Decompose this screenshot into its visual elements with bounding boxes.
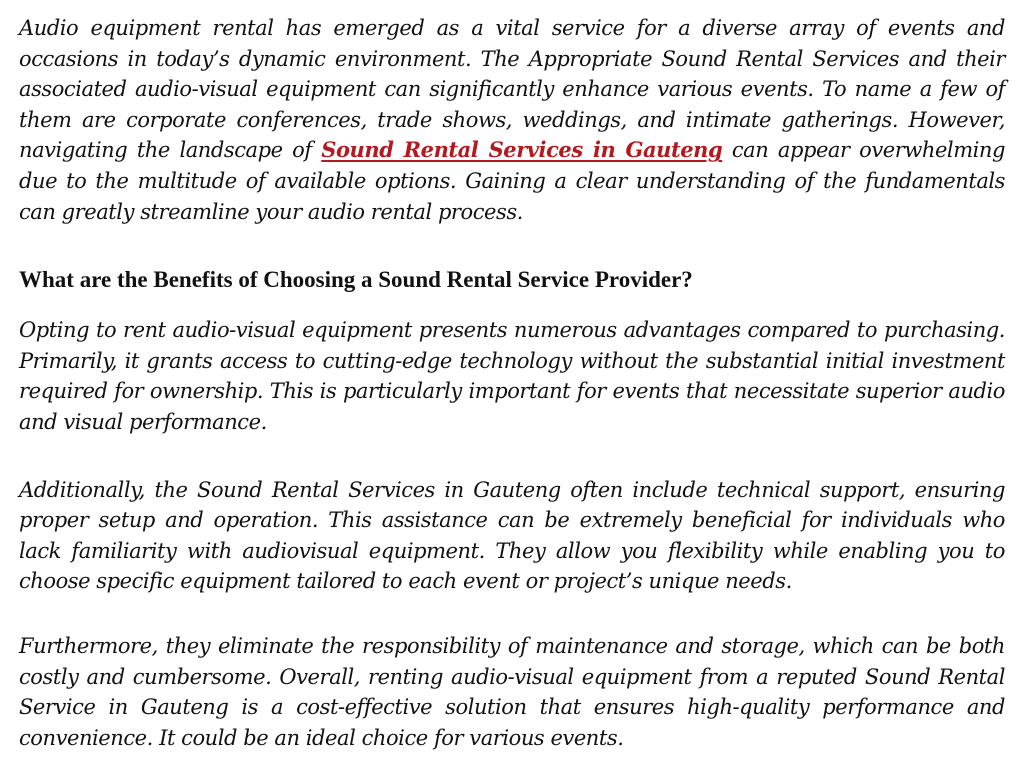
benefits-heading: What are the Benefits of Choosing a Sound Rental Service Provider?	[19, 267, 693, 293]
furthermore-paragraph: Furthermore, they eliminate the responsibility of maintenance and storage, which can be both costly and cumbersome. Overall, renting audio-visual equipment from a reputed Sound Rental Service in Gauteng is a cost-effective solution that ensures high-quality performance and convenience. It could be an ideal choice for various events.	[19, 633, 1005, 750]
opting-paragraph: Opting to rent audio-visual equipment presents numerous advantages compared to purchasing. Primarily, it grants access to cutting-edge technology without the substantial initial investment required for ownership. This is particularly important for events that necessitate superior audio and visual performance.	[19, 318, 1005, 434]
additionally-paragraph: Additionally, the Sound Rental Services in Gauteng often include technical support, ensuring proper setup and operation. This assistance can be extremely beneficial for individuals who lack familiarity with audiovisual equipment. They allow you flexibility while enabling you to choose specific equipment tailored to each event or project’s unique needs.	[19, 477, 1005, 594]
document-page	[19, 13, 1005, 753]
intro-text-after-link: can appear overwhelming due to the multitude of available options. Gaining a clear understanding of the fundamentals can greatly streamline your audio rental process.	[19, 138, 1005, 224]
sound-rental-gauteng-link[interactable]: Sound Rental Services in Gauteng	[321, 137, 723, 163]
intro-paragraph	[19, 13, 1005, 227]
intro-text-before-link: Audio equipment rental has emerged as a vital service for a diverse array of events and occasions in today’s dynamic environment. The Appropriate Sound Rental Services and their associated audio-visual equipment can significantly enhance various events. To name a few of them are corporate conferences, trade shows, weddings, and intimate gatherings. However, navigating the landscape of	[19, 16, 1005, 163]
